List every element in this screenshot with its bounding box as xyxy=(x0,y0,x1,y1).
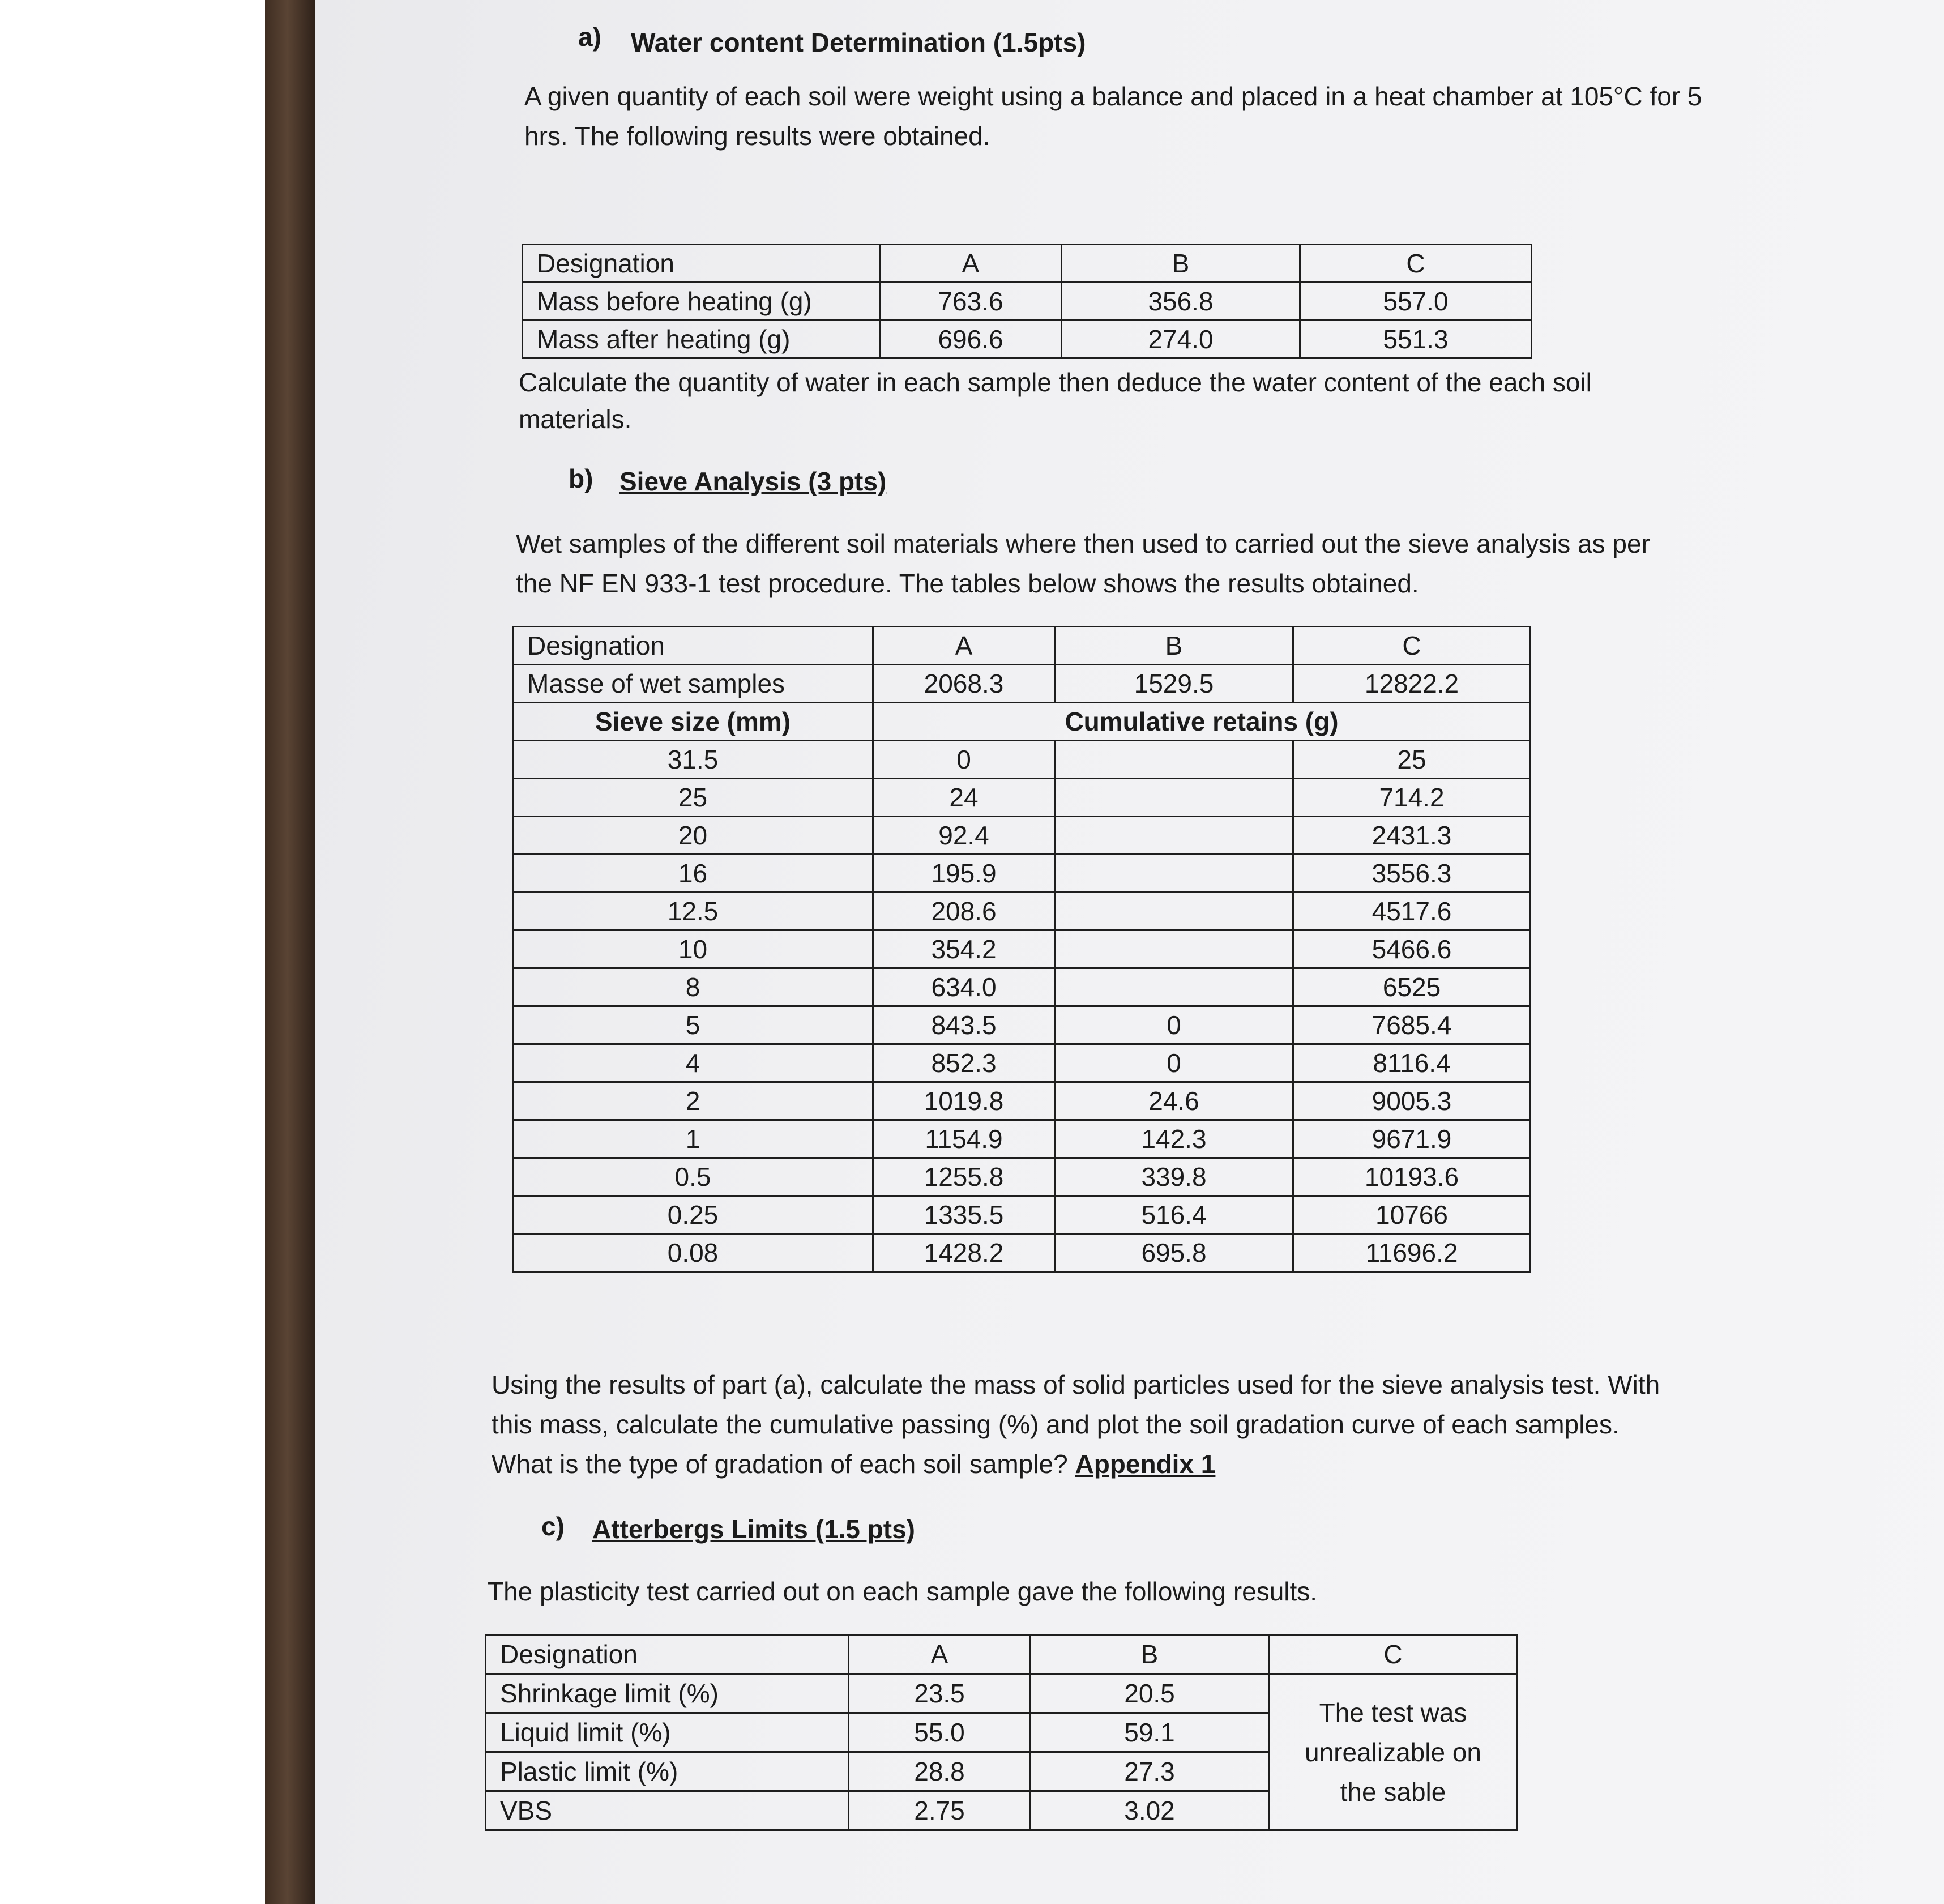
retained-cell-a: 354.2 xyxy=(873,930,1055,968)
table-cell: A xyxy=(849,1635,1031,1674)
table-row xyxy=(513,1120,1531,1158)
table-row xyxy=(513,1006,1531,1044)
table-cell: 274.0 xyxy=(1062,321,1300,358)
retained-cell-c: 9671.9 xyxy=(1293,1120,1531,1158)
sieve-analysis-table xyxy=(512,626,1531,1273)
retained-cell-b: 24.6 xyxy=(1055,1082,1293,1120)
retained-cell-c: 3556.3 xyxy=(1293,855,1531,893)
table-cell: Designation xyxy=(513,627,873,665)
sieve-size-cell: 5 xyxy=(513,1006,873,1044)
section-c-title: Atterbergs Limits (1.5 pts) xyxy=(592,1514,915,1544)
table-cell: B xyxy=(1055,627,1293,665)
retained-cell-a: 1255.8 xyxy=(873,1158,1055,1196)
section-a-question-line1: Calculate the quantity of water in each sample then deduce the water content of the each soil xyxy=(519,368,1592,397)
retained-cell-c: 5466.6 xyxy=(1293,930,1531,968)
retained-cell-a: 1154.9 xyxy=(873,1120,1055,1158)
section-a-title: Water content Determination (1.5pts) xyxy=(631,28,1086,57)
table-header-row xyxy=(513,627,1531,665)
table-header-row xyxy=(486,1635,1518,1674)
retained-cell-c: 10766 xyxy=(1293,1196,1531,1234)
table-row xyxy=(523,283,1532,321)
retained-cell-a: 634.0 xyxy=(873,968,1055,1006)
retained-cell-c: 9005.3 xyxy=(1293,1082,1531,1120)
retained-cell-b xyxy=(1055,968,1293,1006)
section-b-question-line3 xyxy=(492,1444,1215,1484)
table-cell: A xyxy=(880,245,1062,283)
table-cell: Designation xyxy=(523,245,880,283)
section-a-intro-line1: A given quantity of each soil were weight using a balance and placed in a heat chamber at 105°C for 5 xyxy=(524,82,1702,111)
retained-cell-a: 24 xyxy=(873,779,1055,817)
section-a-label: a) xyxy=(578,22,601,52)
retained-cell-a: 852.3 xyxy=(873,1044,1055,1082)
table-row xyxy=(523,321,1532,358)
retained-cell-c: 11696.2 xyxy=(1293,1234,1531,1272)
retained-cell-b: 339.8 xyxy=(1055,1158,1293,1196)
retained-cell-a: 0 xyxy=(873,741,1055,779)
atterberg-limits-table xyxy=(485,1634,1518,1831)
retained-cell-b xyxy=(1055,930,1293,968)
table-row xyxy=(513,1234,1531,1272)
section-b-question-line2: this mass, calculate the cumulative passing (%) and plot the soil gradation curve of each samples. xyxy=(492,1410,1620,1439)
retained-cell-c: 6525 xyxy=(1293,968,1531,1006)
appendix-link[interactable]: Appendix 1 xyxy=(1075,1449,1216,1479)
table-cell: 59.1 xyxy=(1031,1713,1269,1752)
table-cell: 23.5 xyxy=(849,1674,1031,1713)
table-cell: Plastic limit (%) xyxy=(486,1752,849,1791)
sieve-size-cell: 16 xyxy=(513,855,873,893)
retained-cell-c: 10193.6 xyxy=(1293,1158,1531,1196)
water-content-table xyxy=(522,244,1532,359)
table-row xyxy=(513,1044,1531,1082)
table-cell: 55.0 xyxy=(849,1713,1031,1752)
table-row xyxy=(513,665,1531,703)
section-c-intro: The plasticity test carried out on each sample gave the following results. xyxy=(488,1577,1318,1606)
table-cell: Mass after heating (g) xyxy=(523,321,880,358)
retained-cell-c: 25 xyxy=(1293,741,1531,779)
retained-cell-c: 8116.4 xyxy=(1293,1044,1531,1082)
table-cell: 551.3 xyxy=(1300,321,1532,358)
table-cell: 1529.5 xyxy=(1055,665,1293,703)
section-a-question-line2: materials. xyxy=(519,404,632,434)
table-cell: Liquid limit (%) xyxy=(486,1713,849,1752)
table-row xyxy=(513,893,1531,930)
table-row xyxy=(513,968,1531,1006)
retained-cell-b xyxy=(1055,893,1293,930)
retained-cell-b: 142.3 xyxy=(1055,1120,1293,1158)
table-cell: Shrinkage limit (%) xyxy=(486,1674,849,1713)
section-b-label: b) xyxy=(569,464,593,493)
table-row xyxy=(513,817,1531,855)
table-cell: 12822.2 xyxy=(1293,665,1531,703)
section-c-label: c) xyxy=(541,1512,565,1541)
sieve-size-cell: 4 xyxy=(513,1044,873,1082)
section-b-intro-line1: Wet samples of the different soil materials where then used to carried out the sieve analysis as per xyxy=(516,529,1650,558)
table-row xyxy=(486,1674,1518,1713)
sieve-size-header: Sieve size (mm) xyxy=(513,703,873,741)
cumulative-retains-header: Cumulative retains (g) xyxy=(873,703,1531,741)
table-cell: 2.75 xyxy=(849,1791,1031,1830)
section-b-intro-line2: the NF EN 933-1 test procedure. The tables below shows the results obtained. xyxy=(516,569,1419,598)
retained-cell-a: 208.6 xyxy=(873,893,1055,930)
table-cell: B xyxy=(1031,1635,1269,1674)
retained-cell-a: 1019.8 xyxy=(873,1082,1055,1120)
table-cell: 2068.3 xyxy=(873,665,1055,703)
table-cell: 28.8 xyxy=(849,1752,1031,1791)
retained-cell-b xyxy=(1055,741,1293,779)
table-cell: 763.6 xyxy=(880,283,1062,321)
retained-cell-b xyxy=(1055,779,1293,817)
table-cell: 27.3 xyxy=(1031,1752,1269,1791)
retained-cell-b: 0 xyxy=(1055,1006,1293,1044)
section-b-title: Sieve Analysis (3 pts) xyxy=(619,467,887,496)
sieve-size-cell: 10 xyxy=(513,930,873,968)
retained-cell-c: 2431.3 xyxy=(1293,817,1531,855)
table-header-row xyxy=(523,245,1532,283)
table-row xyxy=(513,855,1531,893)
table-cell: Masse of wet samples xyxy=(513,665,873,703)
table-row xyxy=(513,1158,1531,1196)
table-row xyxy=(513,779,1531,817)
retained-cell-a: 1428.2 xyxy=(873,1234,1055,1272)
desk-edge xyxy=(265,0,315,1904)
table-cell: Mass before heating (g) xyxy=(523,283,880,321)
table-row xyxy=(513,930,1531,968)
sample-c-note: The test was unrealizable on the sable xyxy=(1269,1674,1518,1830)
table-cell: 356.8 xyxy=(1062,283,1300,321)
table-cell: C xyxy=(1300,245,1532,283)
sieve-size-cell: 2 xyxy=(513,1082,873,1120)
sieve-size-cell: 20 xyxy=(513,817,873,855)
table-cell: VBS xyxy=(486,1791,849,1830)
table-cell: 20.5 xyxy=(1031,1674,1269,1713)
table-cell: B xyxy=(1062,245,1300,283)
table-cell: Designation xyxy=(486,1635,849,1674)
table-cell: 3.02 xyxy=(1031,1791,1269,1830)
table-row xyxy=(513,741,1531,779)
sieve-size-cell: 0.25 xyxy=(513,1196,873,1234)
retained-cell-c: 714.2 xyxy=(1293,779,1531,817)
table-cell: 557.0 xyxy=(1300,283,1532,321)
sieve-size-cell: 0.08 xyxy=(513,1234,873,1272)
retained-cell-b: 0 xyxy=(1055,1044,1293,1082)
retained-cell-a: 1335.5 xyxy=(873,1196,1055,1234)
sieve-size-cell: 8 xyxy=(513,968,873,1006)
table-row xyxy=(513,1196,1531,1234)
sieve-size-cell: 12.5 xyxy=(513,893,873,930)
sieve-size-cell: 1 xyxy=(513,1120,873,1158)
retained-cell-c: 4517.6 xyxy=(1293,893,1531,930)
sieve-size-cell: 0.5 xyxy=(513,1158,873,1196)
section-a-intro-line2: hrs. The following results were obtained. xyxy=(524,121,990,151)
table-cell: C xyxy=(1293,627,1531,665)
retained-cell-a: 92.4 xyxy=(873,817,1055,855)
paper-sheet xyxy=(315,0,1944,1904)
table-cell: C xyxy=(1269,1635,1518,1674)
table-cell: 696.6 xyxy=(880,321,1062,358)
retained-cell-a: 195.9 xyxy=(873,855,1055,893)
retained-cell-b: 516.4 xyxy=(1055,1196,1293,1234)
table-subheader-row xyxy=(513,703,1531,741)
left-margin xyxy=(0,0,265,1904)
sieve-size-cell: 25 xyxy=(513,779,873,817)
table-row xyxy=(513,1082,1531,1120)
retained-cell-a: 843.5 xyxy=(873,1006,1055,1044)
retained-cell-b: 695.8 xyxy=(1055,1234,1293,1272)
sieve-size-cell: 31.5 xyxy=(513,741,873,779)
table-cell: A xyxy=(873,627,1055,665)
retained-cell-c: 7685.4 xyxy=(1293,1006,1531,1044)
retained-cell-b xyxy=(1055,855,1293,893)
question-text: What is the type of gradation of each soil sample? xyxy=(492,1449,1068,1479)
retained-cell-b xyxy=(1055,817,1293,855)
section-b-question-line1: Using the results of part (a), calculate the mass of solid particles used for the sieve analysis test. With xyxy=(492,1370,1660,1399)
